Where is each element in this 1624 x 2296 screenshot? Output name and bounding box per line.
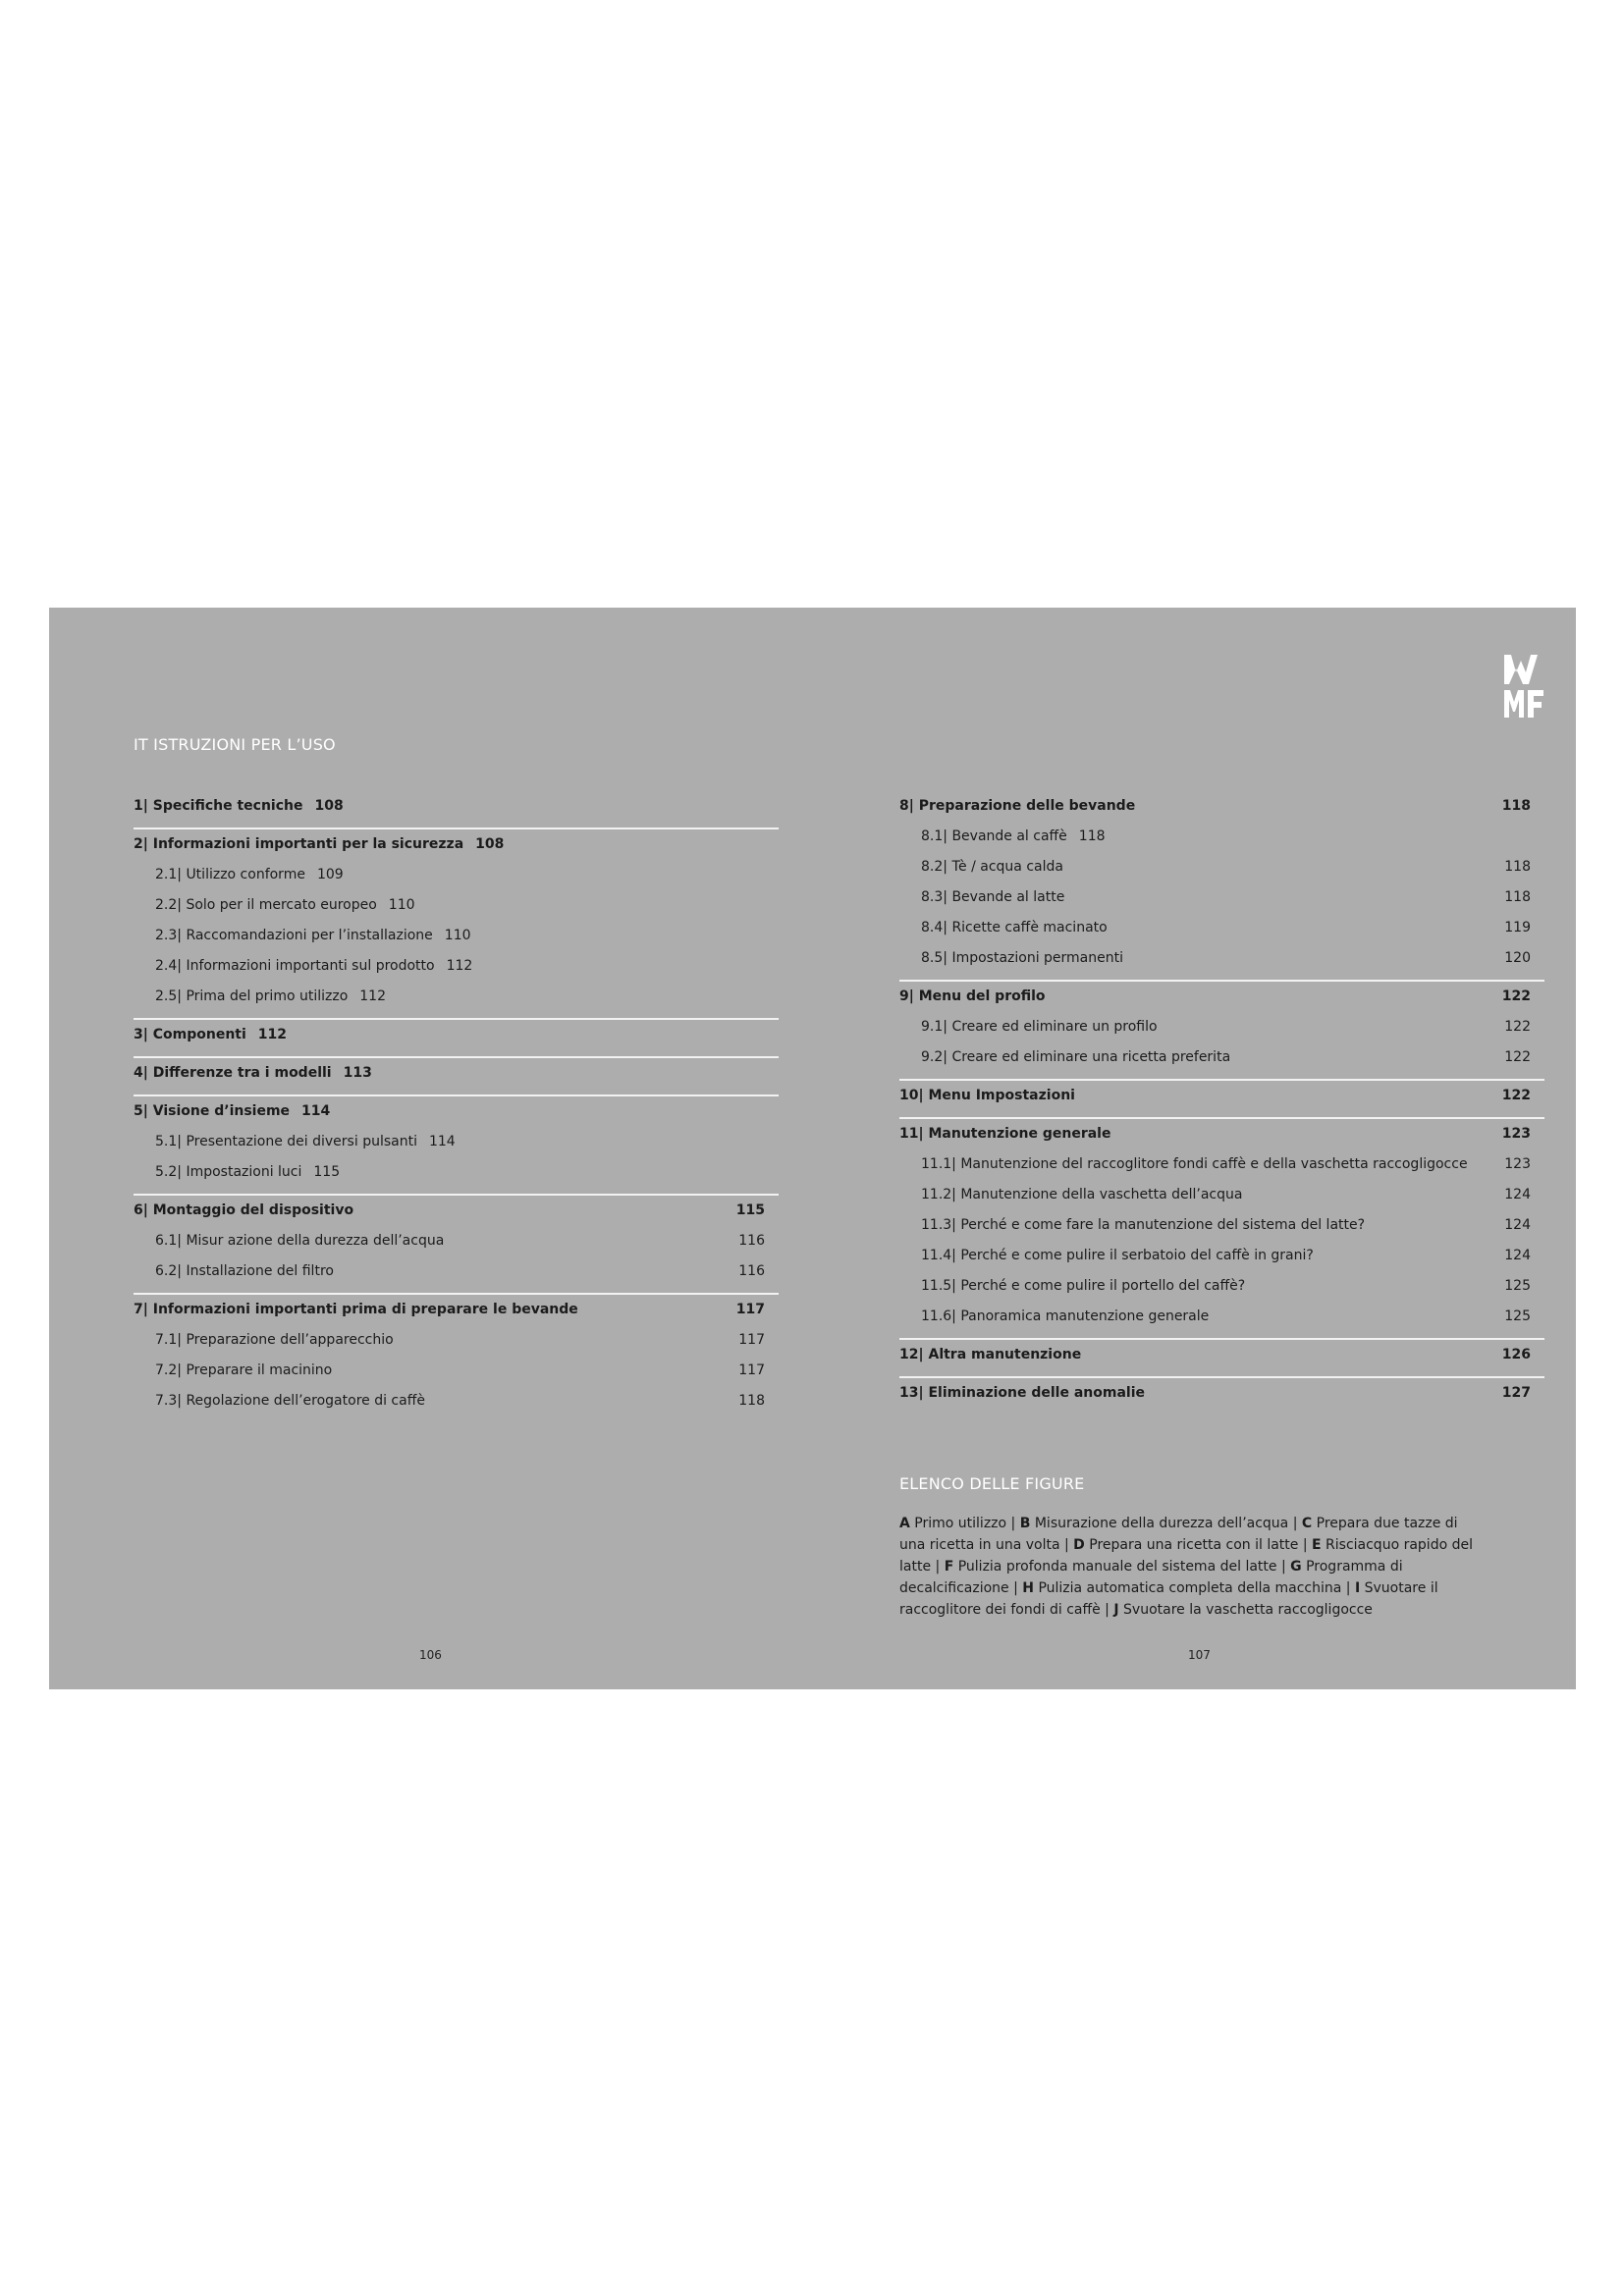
toc-page: 122: [1501, 1088, 1531, 1103]
toc-page: 114: [428, 1134, 456, 1149]
toc-subsection: [134, 1127, 779, 1157]
toc-separator: |: [918, 1347, 929, 1362]
toc-number: 11: [899, 1126, 919, 1142]
toc-subsection: [134, 1325, 779, 1356]
toc-page: 124: [1504, 1217, 1531, 1233]
toc-separator: |: [142, 1302, 153, 1317]
toc-chapter: [899, 1117, 1544, 1149]
toc-page: 120: [1504, 950, 1531, 966]
toc-page: 112: [257, 1027, 288, 1042]
toc-page: 116: [738, 1233, 765, 1249]
toc-page: 115: [735, 1202, 765, 1218]
toc-page: 122: [1504, 1049, 1531, 1065]
figure-item: [1022, 1580, 1341, 1596]
toc-number: 6.1: [155, 1233, 178, 1249]
toc-number: 8.1: [921, 828, 944, 844]
toc-chapter: [899, 980, 1544, 1012]
toc-number: 5: [134, 1103, 143, 1119]
toc-number: 12: [899, 1347, 919, 1362]
toc-page: 127: [1501, 1385, 1531, 1401]
toc-number: 8.2: [921, 859, 944, 875]
toc-subsection: [899, 913, 1544, 943]
toc-subsection: [899, 852, 1544, 882]
toc-label: Informazioni importanti per la sicurezza: [152, 836, 464, 852]
toc-page: 108: [314, 798, 344, 814]
toc-number: 11.1: [921, 1156, 952, 1172]
toc-separator: |: [177, 958, 187, 974]
toc-separator: |: [142, 1202, 153, 1218]
toc-subsection: [899, 1180, 1544, 1210]
page-number-right: 107: [1188, 1648, 1211, 1662]
figures-list: A Primo utilizzo | B Misurazione della durezza dell’acqua | C Prepara due tazze di una ricetta in una volta | D Prepara una ricetta con il latte | E Risciacquo rapido del latte | F Pulizia profonda manuale del sistema del latte | G Programma di decalcificazione | H Pulizia automatica completa della macchina | I Svuotare il raccoglitore dei fondi di caffè | J Svuotare la vaschetta raccogligocce: [899, 1516, 1473, 1618]
toc-label: Panoramica manutenzione generale: [960, 1308, 1210, 1324]
toc-subsection: [899, 1210, 1544, 1241]
toc-label: Impostazioni luci: [186, 1164, 302, 1180]
toc-separator: |: [908, 988, 919, 1004]
toc-number: 2.4: [155, 958, 178, 974]
toc-number: 13: [899, 1385, 919, 1401]
toc-label: Bevande al latte: [951, 889, 1065, 905]
toc-number: 2.3: [155, 928, 178, 943]
figure-item: [945, 1559, 1277, 1575]
toc-chapter: [899, 1079, 1544, 1111]
toc-label: Preparazione dell’apparecchio: [186, 1332, 394, 1348]
toc-subsection: [899, 1271, 1544, 1302]
figure-letter: D: [1073, 1537, 1085, 1553]
toc-separator: |: [177, 897, 187, 913]
toc-separator: |: [943, 950, 952, 966]
toc-separator: |: [951, 1187, 961, 1202]
toc-number: 5.1: [155, 1134, 178, 1149]
toc-page: 122: [1501, 988, 1531, 1004]
toc-label: Perché e come fare la manutenzione del sistema del latte?: [960, 1217, 1366, 1233]
toc-number: 8: [899, 798, 909, 814]
toc-subsection: [134, 951, 779, 982]
figure-text: Pulizia profonda manuale del sistema del latte: [957, 1559, 1277, 1575]
toc-subsection: [134, 860, 779, 890]
toc-separator: |: [177, 1263, 187, 1279]
toc-page: 125: [1504, 1278, 1531, 1294]
toc-label: Manutenzione generale: [928, 1126, 1111, 1142]
toc-separator: |: [951, 1278, 961, 1294]
toc-label: Montaggio del dispositivo: [152, 1202, 354, 1218]
figure-letter: E: [1312, 1537, 1322, 1553]
toc-label: Manutenzione della vaschetta dell’acqua: [960, 1187, 1243, 1202]
toc-chapter: [134, 1018, 779, 1050]
toc-label: Misur azione della durezza dell’acqua: [186, 1233, 445, 1249]
toc-page: 124: [1504, 1248, 1531, 1263]
figure-letter: A: [899, 1516, 910, 1531]
figure-letter: H: [1022, 1580, 1034, 1596]
toc-page: 109: [316, 867, 344, 882]
toc-page: 117: [738, 1332, 765, 1348]
toc-subsection: [134, 1386, 779, 1416]
toc-label: Visione d’insieme: [152, 1103, 291, 1119]
figure-text: Primo utilizzo: [914, 1516, 1007, 1531]
figure-text: Svuotare il raccoglitore dei fondi di caffè: [899, 1580, 1438, 1618]
toc-page: 114: [301, 1103, 331, 1119]
figure-item: [1020, 1516, 1289, 1531]
toc-page: 112: [446, 958, 473, 974]
wmf-logo: [1504, 655, 1553, 718]
toc-separator: |: [177, 988, 187, 1004]
toc-page: 118: [1504, 859, 1531, 875]
toc-number: 11.2: [921, 1187, 952, 1202]
toc-separator: |: [142, 836, 153, 852]
toc-separator: |: [908, 798, 919, 814]
toc-separator: |: [951, 1217, 961, 1233]
toc-separator: |: [177, 1164, 187, 1180]
toc-separator: |: [943, 920, 952, 935]
toc-separator: |: [177, 1134, 187, 1149]
toc-left: [134, 791, 779, 1416]
toc-number: 2.5: [155, 988, 178, 1004]
toc-separator: |: [918, 1385, 929, 1401]
toc-number: 2.2: [155, 897, 178, 913]
figure-text: Misurazione della durezza dell’acqua: [1034, 1516, 1289, 1531]
figure-text: Risciacquo rapido del latte: [899, 1537, 1473, 1575]
toc-label: Bevande al caffè: [951, 828, 1067, 844]
toc-label: Differenze tra i modelli: [152, 1065, 332, 1081]
toc-page: 118: [1504, 889, 1531, 905]
toc-page: 118: [1078, 828, 1106, 844]
toc-label: Creare ed eliminare una ricetta preferita: [951, 1049, 1231, 1065]
toc-number: 11.4: [921, 1248, 952, 1263]
toc-separator: |: [943, 889, 952, 905]
toc-number: 11.5: [921, 1278, 952, 1294]
toc-separator: |: [951, 1308, 961, 1324]
toc-separator: |: [177, 1362, 187, 1378]
toc-label: Utilizzo conforme: [186, 867, 305, 882]
document-spread: [49, 608, 1576, 1689]
toc-label: Preparare il macinino: [186, 1362, 333, 1378]
toc-subsection: [899, 822, 1544, 852]
toc-label: Regolazione dell’erogatore di caffè: [186, 1393, 425, 1409]
toc-page: 118: [1501, 798, 1531, 814]
toc-number: 3: [134, 1027, 143, 1042]
toc-chapter: [134, 1194, 779, 1226]
toc-number: 9.1: [921, 1019, 944, 1035]
toc-page: 117: [738, 1362, 765, 1378]
figure-letter: J: [1113, 1602, 1119, 1618]
toc-subsection: [899, 1302, 1544, 1332]
toc-page: 119: [1504, 920, 1531, 935]
toc-number: 11.6: [921, 1308, 952, 1324]
toc-number: 10: [899, 1088, 919, 1103]
toc-separator: |: [951, 1248, 961, 1263]
toc-label: Perché e come pulire il portello del caffè?: [960, 1278, 1246, 1294]
toc-label: Perché e come pulire il serbatoio del caffè in grani?: [960, 1248, 1314, 1263]
toc-subsection: [899, 1012, 1544, 1042]
toc-number: 7.2: [155, 1362, 178, 1378]
toc-subsection: [134, 1157, 779, 1188]
toc-chapter: [899, 1376, 1544, 1409]
figure-text: Prepara due tazze di una ricetta in una volta: [899, 1516, 1458, 1553]
toc-page: 113: [343, 1065, 372, 1081]
toc-subsection: [134, 1226, 779, 1256]
toc-number: 11.3: [921, 1217, 952, 1233]
toc-chapter: [134, 1056, 779, 1089]
toc-separator: |: [177, 928, 187, 943]
page-number-left: 106: [419, 1648, 442, 1662]
figure-letter: G: [1290, 1559, 1302, 1575]
figure-text: Svuotare la vaschetta raccogligocce: [1123, 1602, 1373, 1618]
figure-letter: F: [944, 1559, 954, 1575]
toc-subsection: [899, 1241, 1544, 1271]
toc-number: 8.5: [921, 950, 944, 966]
figure-text: Prepara una ricetta con il latte: [1089, 1537, 1299, 1553]
toc-label: Creare ed eliminare un profilo: [951, 1019, 1158, 1035]
toc-label: Solo per il mercato europeo: [186, 897, 377, 913]
figure-item: [899, 1516, 1006, 1531]
toc-subsection: [134, 890, 779, 921]
toc-subsection: [899, 1149, 1544, 1180]
toc-label: Eliminazione delle anomalie: [928, 1385, 1145, 1401]
toc-page: 112: [359, 988, 386, 1004]
toc-label: Impostazioni permanenti: [951, 950, 1123, 966]
toc-separator: |: [142, 1103, 153, 1119]
toc-page: 118: [738, 1393, 765, 1409]
section-title: IT ISTRUZIONI PER L’USO: [134, 735, 336, 754]
toc-separator: |: [918, 1088, 929, 1103]
toc-page: 123: [1504, 1156, 1531, 1172]
toc-chapter: [899, 1338, 1544, 1370]
toc-chapter: [134, 828, 779, 860]
toc-subsection: [899, 882, 1544, 913]
toc-chapter: [134, 1095, 779, 1127]
toc-number: 6.2: [155, 1263, 178, 1279]
toc-page: 125: [1504, 1308, 1531, 1324]
toc-number: 7.3: [155, 1393, 178, 1409]
toc-label: Prima del primo utilizzo: [186, 988, 349, 1004]
toc-number: 7.1: [155, 1332, 178, 1348]
figures-title: ELENCO DELLE FIGURE: [899, 1474, 1085, 1493]
figure-letter: C: [1301, 1516, 1313, 1531]
toc-separator: |: [918, 1126, 929, 1142]
toc-label: Ricette caffè macinato: [951, 920, 1108, 935]
toc-label: Presentazione dei diversi pulsanti: [186, 1134, 417, 1149]
toc-separator: |: [943, 828, 952, 844]
toc-number: 1: [134, 798, 143, 814]
toc-label: Manutenzione del raccoglitore fondi caffè e della vaschetta raccogligocce: [960, 1156, 1468, 1172]
toc-page: 126: [1501, 1347, 1531, 1362]
toc-right: [899, 791, 1544, 1409]
toc-subsection: [134, 1356, 779, 1386]
toc-number: 9: [899, 988, 909, 1004]
toc-subsection: [899, 943, 1544, 974]
toc-label: Informazioni importanti sul prodotto: [186, 958, 435, 974]
figure-item: [1073, 1537, 1298, 1553]
toc-number: 7: [134, 1302, 143, 1317]
figure-letter: I: [1354, 1580, 1361, 1596]
toc-label: Menu del profilo: [918, 988, 1046, 1004]
toc-label: Componenti: [152, 1027, 246, 1042]
toc-label: Preparazione delle bevande: [918, 798, 1136, 814]
toc-number: 5.2: [155, 1164, 178, 1180]
toc-page: 123: [1501, 1126, 1531, 1142]
toc-subsection: [134, 982, 779, 1012]
toc-number: 8.3: [921, 889, 944, 905]
toc-separator: |: [177, 1233, 187, 1249]
toc-page: 122: [1504, 1019, 1531, 1035]
toc-label: Specifiche tecniche: [152, 798, 303, 814]
toc-number: 4: [134, 1065, 143, 1081]
toc-label: Menu Impostazioni: [928, 1088, 1075, 1103]
toc-page: 116: [738, 1263, 765, 1279]
toc-number: 9.2: [921, 1049, 944, 1065]
toc-separator: |: [177, 1393, 187, 1409]
toc-separator: |: [177, 1332, 187, 1348]
toc-page: 124: [1504, 1187, 1531, 1202]
toc-chapter: [899, 791, 1544, 822]
toc-chapter: [134, 1293, 779, 1325]
toc-label: Informazioni importanti prima di preparare le bevande: [152, 1302, 578, 1317]
toc-separator: |: [142, 798, 153, 814]
toc-separator: |: [943, 1049, 952, 1065]
toc-page: 110: [388, 897, 415, 913]
toc-page: 117: [735, 1302, 765, 1317]
toc-separator: |: [142, 1027, 153, 1042]
toc-label: Tè / acqua calda: [951, 859, 1063, 875]
toc-separator: |: [943, 1019, 952, 1035]
toc-separator: |: [943, 859, 952, 875]
toc-label: Altra manutenzione: [928, 1347, 1082, 1362]
toc-label: Installazione del filtro: [186, 1263, 334, 1279]
toc-number: 2: [134, 836, 143, 852]
toc-page: 108: [475, 836, 505, 852]
figure-item: [1113, 1602, 1373, 1618]
toc-number: 6: [134, 1202, 143, 1218]
toc-separator: |: [142, 1065, 153, 1081]
toc-separator: |: [951, 1156, 961, 1172]
figure-text: Programma di decalcificazione: [899, 1559, 1403, 1596]
toc-subsection: [899, 1042, 1544, 1073]
toc-subsection: [134, 1256, 779, 1287]
figure-text: Pulizia automatica completa della macchina: [1038, 1580, 1342, 1596]
toc-number: 8.4: [921, 920, 944, 935]
toc-page: 115: [313, 1164, 341, 1180]
toc-number: 2.1: [155, 867, 178, 882]
toc-separator: |: [177, 867, 187, 882]
toc-subsection: [134, 921, 779, 951]
figure-letter: B: [1019, 1516, 1031, 1531]
toc-page: 110: [444, 928, 471, 943]
toc-label: Raccomandazioni per l’installazione: [186, 928, 433, 943]
toc-chapter: [134, 791, 779, 822]
